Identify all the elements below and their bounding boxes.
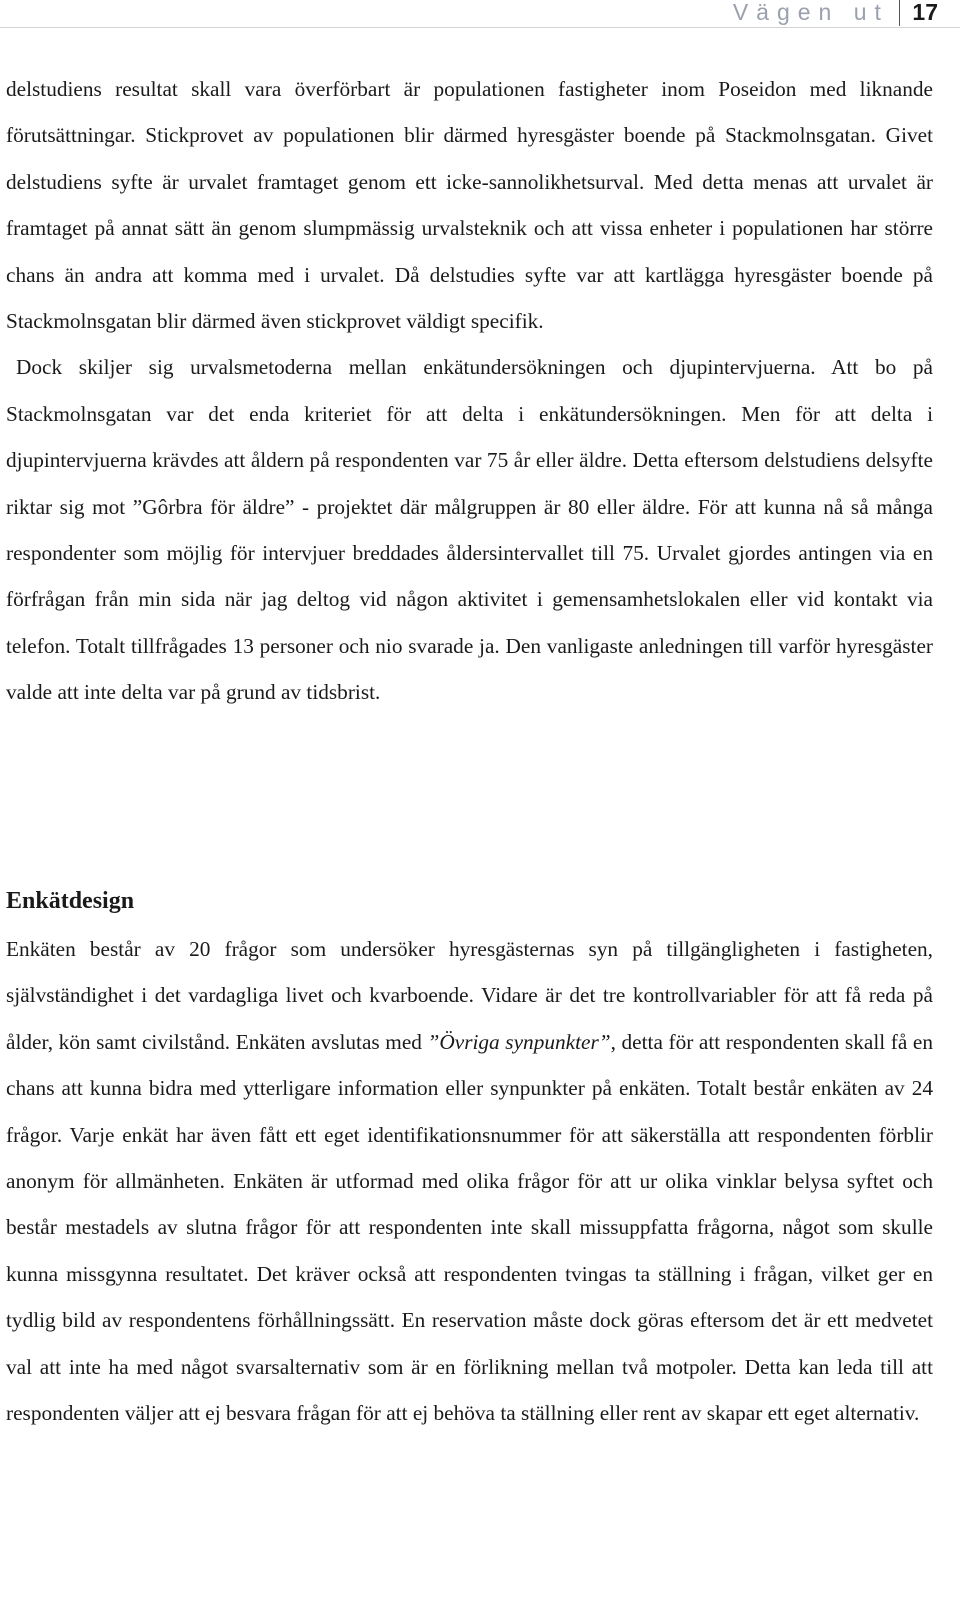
paragraph-sampling-part2: Dock skiljer sig urvalsmetoderna mellan enkätundersökningen och djupintervjuerna. Att bo på Stackmolnsgatan var det enda kriteriet för att delta i enkätundersökningen. Men för att delta i djupintervjuerna krävdes att åldern på respondenten var 75 år eller äldre. Detta eftersom delstudiens delsyfte riktar sig mot ”Gôrbra för äldre” - projektet där målgruppen är 80 eller äldre. För att kunna nå så många respondenter som möjlig för intervjuer breddades åldersintervallet till 75. Urvalet gjordes antingen via en förfrågan från min sida när jag deltog vid någon aktivitet i gemensamhetslokalen eller vid kontakt via telefon. Totalt tillfrågades 13 personer och nio svarade ja. Den vanligaste anledningen till varför hyresgäster valde att inte delta var på grund av tidsbrist. bbox=[6, 355, 933, 705]
running-header-title: Vägen ut bbox=[732, 0, 889, 25]
paragraph-sampling bbox=[6, 66, 933, 716]
paragraph-sampling-part1: delstudiens resultat skall vara överförbart är populationen fastigheter inom Poseidon med liknande förutsättningar. Stickprovet av populationen blir därmed hyresgäster boende på Stackmolnsgatan. Givet delstudiens syfte är urvalet framtaget genom ett icke-sannolikhetsurval. Med detta menas att urvalet är framtaget på annat sätt än genom slumpmässig urvalsteknik och att vissa enheter i populationen har större chans än andra att komma med i urvalet. Då delstudies syfte var att kartlägga hyresgäster boende på Stackmolnsgatan blir därmed även stickprovet väldigt specifik. bbox=[6, 77, 933, 334]
section-heading: Enkätdesign bbox=[6, 888, 135, 914]
survey-text-before-quote: Enkäten består av 20 frågor som undersöker hyresgästernas syn på tillgängligheten i fastigheten, självständighet i det vardagliga livet och kvarboende. Vidare är det tre kontrollvariabler för att få reda på ålder, kön samt civilstånd. Enkäten avslutas med bbox=[6, 937, 933, 1054]
paragraph-survey-design bbox=[6, 926, 933, 1436]
paragraph-survey-design-text bbox=[6, 926, 933, 1436]
paragraph-sampling-text bbox=[6, 66, 933, 716]
page-number: 17 bbox=[912, 0, 938, 25]
survey-text-after-quote: , detta för att respondenten skall få en chans att kunna bidra med ytterligare information eller synpunkter på enkäten. Totalt består enkäten av 24 frågor. Varje enkät har även fått ett eget identifikationsnummer för att säkerställa att respondenten förblir anonym för allmänheten. Enkäten är utformad med olika frågor för att ur olika vinklar belysa syftet och består mestadels av slutna frågor för att respondenten inte skall missuppfatta frågorna, något som skulle kunna missgynna resultatet. Det kräver också att respondenten tvingas ta ställning i frågan, vilket ger en tydlig bild av respondentens förhållningssätt. En reservation måste dock göras eftersom det är ett medvetet val att inte ha med något svarsalternativ som är en förlikning mellan två motpoler. Detta kan leda till att respondenten väljer att ej besvara frågan för att ej behöva ta ställning eller rent av skapar ett eget alternativ. bbox=[6, 1029, 933, 1426]
survey-quote: ”Övriga synpunkter” bbox=[427, 1029, 611, 1054]
header-divider bbox=[0, 27, 960, 28]
running-header bbox=[733, 0, 938, 26]
